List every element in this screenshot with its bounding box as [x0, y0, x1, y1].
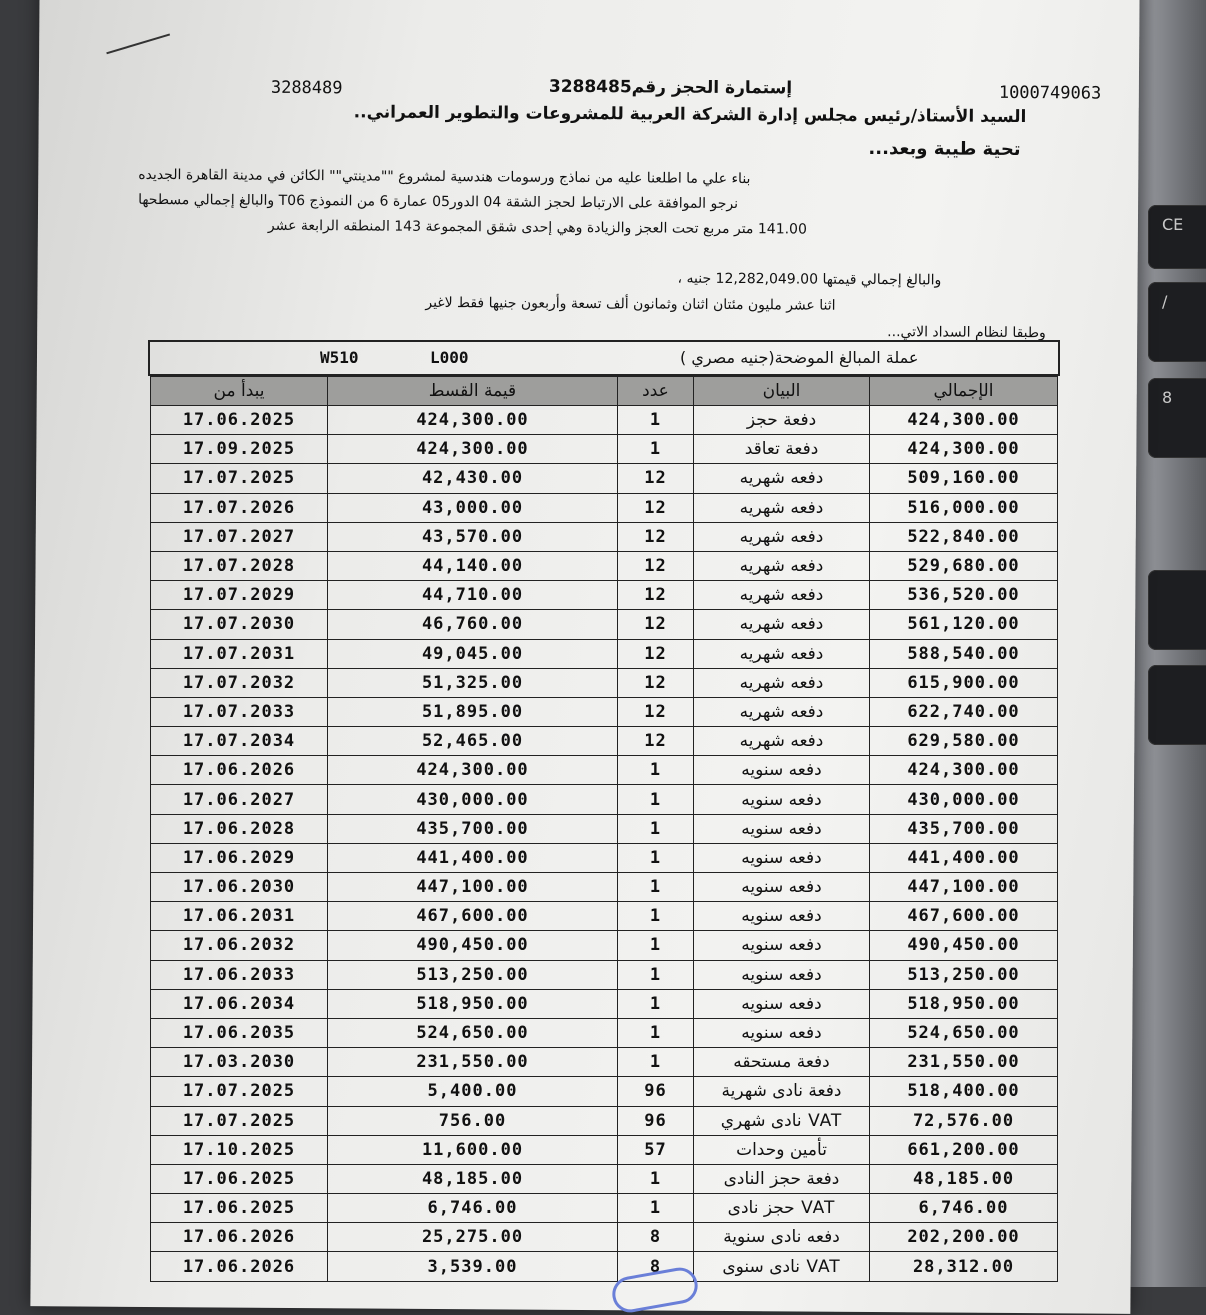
cell-description: دفعه شهريه — [694, 727, 870, 756]
cell-start-date: 17.06.2025 — [151, 1164, 328, 1193]
table-row — [151, 1194, 1058, 1223]
table-row — [151, 873, 1058, 902]
cell-description: VAT نادى شهري — [694, 1106, 870, 1135]
cell-installment-value: 490,450.00 — [328, 931, 618, 960]
cell-description: دفعه شهريه — [694, 493, 870, 522]
table-row — [151, 902, 1058, 931]
body-paragraph-line-2: نرجو الموافقة على الارتباط لحجز الشقة 04 الدور05 عمارة 6 من النموذج T06 والبالغ إجمالي مسطحها — [138, 191, 739, 213]
cell-count: 12 — [618, 697, 694, 726]
cell-description: دفعة نادى شهرية — [694, 1077, 870, 1106]
cell-description: دفعه سنويه — [694, 873, 870, 902]
cell-start-date: 17.07.2034 — [151, 727, 328, 756]
cell-total: 615,900.00 — [870, 668, 1058, 697]
cell-installment-value: 3,539.00 — [328, 1252, 618, 1281]
cell-installment-value: 513,250.00 — [328, 960, 618, 989]
cell-count: 96 — [618, 1077, 694, 1106]
cell-installment-value: 424,300.00 — [328, 435, 618, 464]
code-l000: L000 — [430, 348, 469, 367]
table-row — [151, 1135, 1058, 1164]
cell-total: 522,840.00 — [870, 522, 1058, 551]
cell-count: 1 — [618, 435, 694, 464]
cell-installment-value: 6,746.00 — [328, 1194, 618, 1223]
cell-start-date: 17.06.2026 — [151, 1223, 328, 1252]
cell-description: VAT نادى سنوى — [694, 1252, 870, 1281]
cell-count: 1 — [618, 814, 694, 843]
keyboard-key-ce: CE — [1148, 205, 1206, 269]
cell-installment-value: 25,275.00 — [328, 1223, 618, 1252]
table-row — [151, 581, 1058, 610]
table-row — [151, 960, 1058, 989]
cell-installment-value: 524,650.00 — [328, 1018, 618, 1047]
cell-start-date: 17.06.2026 — [151, 1252, 328, 1281]
cell-installment-value: 435,700.00 — [328, 814, 618, 843]
cell-start-date: 17.07.2026 — [151, 493, 328, 522]
cell-count: 12 — [618, 464, 694, 493]
cell-total: 561,120.00 — [870, 610, 1058, 639]
cell-total: 518,950.00 — [870, 989, 1058, 1018]
addressee-line: السيد الأستاذ/رئيس مجلس إدارة الشركة العربية للمشروعات والتطوير العمراني.. — [353, 102, 1027, 128]
cell-total: 536,520.00 — [870, 581, 1058, 610]
cell-start-date: 17.06.2028 — [151, 814, 328, 843]
table-row — [151, 464, 1058, 493]
cell-total: 435,700.00 — [870, 814, 1058, 843]
cell-description: دفعه شهريه — [694, 639, 870, 668]
table-row — [151, 1164, 1058, 1193]
header-description: البيان — [694, 377, 870, 406]
cell-total: 661,200.00 — [870, 1135, 1058, 1164]
table-row — [151, 668, 1058, 697]
cell-start-date: 17.06.2029 — [151, 843, 328, 872]
cell-installment-value: 231,550.00 — [328, 1048, 618, 1077]
cell-installment-value: 44,710.00 — [328, 581, 618, 610]
cell-start-date: 17.07.2025 — [151, 464, 328, 493]
cell-count: 12 — [618, 581, 694, 610]
table-row — [151, 1252, 1058, 1281]
cell-installment-value: 46,760.00 — [328, 610, 618, 639]
cell-description: دفعه شهريه — [694, 464, 870, 493]
table-row — [151, 522, 1058, 551]
cell-start-date: 17.06.2034 — [151, 989, 328, 1018]
cell-description: تأمين وحدات — [694, 1135, 870, 1164]
cell-total: 424,300.00 — [870, 435, 1058, 464]
cell-count: 1 — [618, 1194, 694, 1223]
table-row — [151, 406, 1058, 435]
payment-schedule-intro: وطبقا لنظام السداد الاتي... — [887, 324, 1046, 342]
cell-installment-value: 51,325.00 — [328, 668, 618, 697]
cell-installment-value: 424,300.00 — [328, 756, 618, 785]
cell-start-date: 17.06.2033 — [151, 960, 328, 989]
cell-description: دفعه سنويه — [694, 989, 870, 1018]
cell-installment-value: 52,465.00 — [328, 727, 618, 756]
cell-count: 8 — [618, 1223, 694, 1252]
table-row — [151, 989, 1058, 1018]
cell-total: 447,100.00 — [870, 873, 1058, 902]
cell-description: دفعة حجز — [694, 406, 870, 435]
cell-total: 424,300.00 — [870, 756, 1058, 785]
cell-start-date: 17.03.2030 — [151, 1048, 328, 1077]
table-row — [151, 1077, 1058, 1106]
cell-installment-value: 44,140.00 — [328, 551, 618, 580]
cell-total: 529,680.00 — [870, 551, 1058, 580]
cell-start-date: 17.07.2030 — [151, 610, 328, 639]
body-paragraph-line-1: بناء علي ما اطلعنا عليه من نماذج ورسومات هندسية لمشروع ""مدينتي"" الكائن في مدينة القاهرة الجديده — [138, 166, 751, 188]
cell-description: دفعه سنويه — [694, 843, 870, 872]
table-row — [151, 551, 1058, 580]
cell-description: دفعه شهريه — [694, 581, 870, 610]
table-row — [151, 727, 1058, 756]
cell-count: 12 — [618, 639, 694, 668]
cell-start-date: 17.07.2025 — [151, 1077, 328, 1106]
cell-start-date: 17.07.2025 — [151, 1106, 328, 1135]
pen-mark — [106, 33, 170, 54]
cell-count: 1 — [618, 873, 694, 902]
cell-start-date: 17.06.2032 — [151, 931, 328, 960]
cell-total: 467,600.00 — [870, 902, 1058, 931]
cell-total: 424,300.00 — [870, 406, 1058, 435]
total-amount-words: اثنا عشر مليون مئتان اثنان وثمانون ألف تسعة وأربعون جنيها فقط لاغير — [425, 294, 836, 314]
payment-schedule-table — [150, 376, 1058, 1282]
reference-number-right: 1000749063 — [998, 82, 1102, 104]
cell-installment-value: 5,400.00 — [328, 1077, 618, 1106]
cell-installment-value: 48,185.00 — [328, 1164, 618, 1193]
table-row — [151, 814, 1058, 843]
form-title: إستمارة الحجز رقم3288485 — [548, 76, 793, 99]
cell-installment-value: 43,570.00 — [328, 522, 618, 551]
greeting-line: تحية طيبة وبعد... — [868, 137, 1021, 161]
body-paragraph-line-3: 141.00 متر مربع تحت العجز والزيادة وهي إحدى شقق المجموعة 143 المنطقه الرابعة عشر — [267, 217, 807, 238]
cell-count: 1 — [618, 406, 694, 435]
cell-start-date: 17.06.2031 — [151, 902, 328, 931]
cell-description: دفعه سنويه — [694, 814, 870, 843]
total-amount-line: والبالغ إجمالي قيمتها 12,282,049.00 جنيه ، — [677, 270, 942, 289]
cell-installment-value: 51,895.00 — [328, 697, 618, 726]
table-row — [151, 1106, 1058, 1135]
table-row — [151, 1018, 1058, 1047]
cell-start-date: 17.06.2035 — [151, 1018, 328, 1047]
cell-description: دفعه سنويه — [694, 931, 870, 960]
currency-note: عملة المبالغ الموضحة(جنيه مصري ) — [680, 348, 919, 367]
table-header-row — [151, 377, 1058, 406]
cell-description: دفعه شهريه — [694, 697, 870, 726]
code-w510: W510 — [320, 348, 359, 367]
cell-total: 28,312.00 — [870, 1252, 1058, 1281]
cell-total: 509,160.00 — [870, 464, 1058, 493]
cell-count: 1 — [618, 843, 694, 872]
header-start-date: يبدأ من — [151, 377, 328, 406]
cell-total: 231,550.00 — [870, 1048, 1058, 1077]
cell-count: 1 — [618, 960, 694, 989]
cell-description: دفعة مستحقه — [694, 1048, 870, 1077]
cell-count: 1 — [618, 785, 694, 814]
cell-installment-value: 441,400.00 — [328, 843, 618, 872]
cell-count: 1 — [618, 756, 694, 785]
cell-installment-value: 430,000.00 — [328, 785, 618, 814]
currency-header-box — [148, 340, 1060, 376]
cell-start-date: 17.07.2033 — [151, 697, 328, 726]
header-count: عدد — [618, 377, 694, 406]
table-row — [151, 756, 1058, 785]
table-row — [151, 843, 1058, 872]
table-row — [151, 785, 1058, 814]
table-row — [151, 435, 1058, 464]
cell-installment-value: 447,100.00 — [328, 873, 618, 902]
cell-total: 6,746.00 — [870, 1194, 1058, 1223]
cell-installment-value: 518,950.00 — [328, 989, 618, 1018]
cell-total: 72,576.00 — [870, 1106, 1058, 1135]
cell-count: 12 — [618, 551, 694, 580]
cell-start-date: 17.07.2032 — [151, 668, 328, 697]
cell-start-date: 17.06.2030 — [151, 873, 328, 902]
cell-installment-value: 424,300.00 — [328, 406, 618, 435]
cell-count: 1 — [618, 1048, 694, 1077]
cell-count: 1 — [618, 1018, 694, 1047]
cell-count: 8 — [618, 1252, 694, 1281]
cell-start-date: 17.10.2025 — [151, 1135, 328, 1164]
cell-installment-value: 49,045.00 — [328, 639, 618, 668]
cell-installment-value: 43,000.00 — [328, 493, 618, 522]
cell-total: 516,000.00 — [870, 493, 1058, 522]
keyboard-key-slash: / — [1148, 282, 1206, 362]
cell-description: دفعه سنويه — [694, 756, 870, 785]
cell-start-date: 17.06.2027 — [151, 785, 328, 814]
cell-start-date: 17.06.2025 — [151, 1194, 328, 1223]
cell-installment-value: 756.00 — [328, 1106, 618, 1135]
cell-total: 524,650.00 — [870, 1018, 1058, 1047]
cell-description: دفعه شهريه — [694, 610, 870, 639]
cell-start-date: 17.07.2028 — [151, 551, 328, 580]
cell-description: دفعه سنويه — [694, 902, 870, 931]
cell-total: 430,000.00 — [870, 785, 1058, 814]
cell-description: دفعه شهريه — [694, 522, 870, 551]
cell-count: 12 — [618, 727, 694, 756]
cell-description: دفعه سنويه — [694, 785, 870, 814]
cell-start-date: 17.07.2027 — [151, 522, 328, 551]
cell-start-date: 17.09.2025 — [151, 435, 328, 464]
cell-start-date: 17.06.2025 — [151, 406, 328, 435]
cell-description: دفعه شهريه — [694, 668, 870, 697]
keyboard-key-8: 8 — [1148, 378, 1206, 458]
table-row — [151, 931, 1058, 960]
table-row — [151, 697, 1058, 726]
table-row — [151, 1223, 1058, 1252]
cell-description: دفعه شهريه — [694, 551, 870, 580]
cell-total: 490,450.00 — [870, 931, 1058, 960]
cell-description: دفعة حجز النادى — [694, 1164, 870, 1193]
cell-count: 1 — [618, 902, 694, 931]
cell-count: 57 — [618, 1135, 694, 1164]
cell-total: 441,400.00 — [870, 843, 1058, 872]
cell-description: دفعه سنويه — [694, 1018, 870, 1047]
cell-start-date: 17.07.2031 — [151, 639, 328, 668]
cell-count: 1 — [618, 989, 694, 1018]
cell-count: 1 — [618, 1164, 694, 1193]
cell-total: 588,540.00 — [870, 639, 1058, 668]
cell-installment-value: 467,600.00 — [328, 902, 618, 931]
cell-total: 629,580.00 — [870, 727, 1058, 756]
keyboard-key — [1148, 570, 1206, 650]
cell-total: 513,250.00 — [870, 960, 1058, 989]
cell-count: 96 — [618, 1106, 694, 1135]
cell-total: 518,400.00 — [870, 1077, 1058, 1106]
cell-description: دفعه سنويه — [694, 960, 870, 989]
cell-start-date: 17.06.2026 — [151, 756, 328, 785]
keyboard-key — [1148, 665, 1206, 745]
cell-start-date: 17.07.2029 — [151, 581, 328, 610]
cell-installment-value: 11,600.00 — [328, 1135, 618, 1164]
cell-count: 12 — [618, 668, 694, 697]
cell-total: 622,740.00 — [870, 697, 1058, 726]
cell-count: 1 — [618, 931, 694, 960]
cell-count: 12 — [618, 610, 694, 639]
cell-description: دفعة تعاقد — [694, 435, 870, 464]
cell-description: VAT حجز نادى — [694, 1194, 870, 1223]
cell-installment-value: 42,430.00 — [328, 464, 618, 493]
cell-total: 202,200.00 — [870, 1223, 1058, 1252]
cell-count: 12 — [618, 493, 694, 522]
cell-count: 12 — [618, 522, 694, 551]
reference-number-left: 3288489 — [270, 77, 343, 99]
header-total: الإجمالي — [870, 377, 1058, 406]
table-row — [151, 639, 1058, 668]
table-row — [151, 610, 1058, 639]
cell-total: 48,185.00 — [870, 1164, 1058, 1193]
header-installment-value: قيمة القسط — [328, 377, 618, 406]
table-row — [151, 493, 1058, 522]
table-row — [151, 1048, 1058, 1077]
cell-description: دفعه نادى سنوية — [694, 1223, 870, 1252]
